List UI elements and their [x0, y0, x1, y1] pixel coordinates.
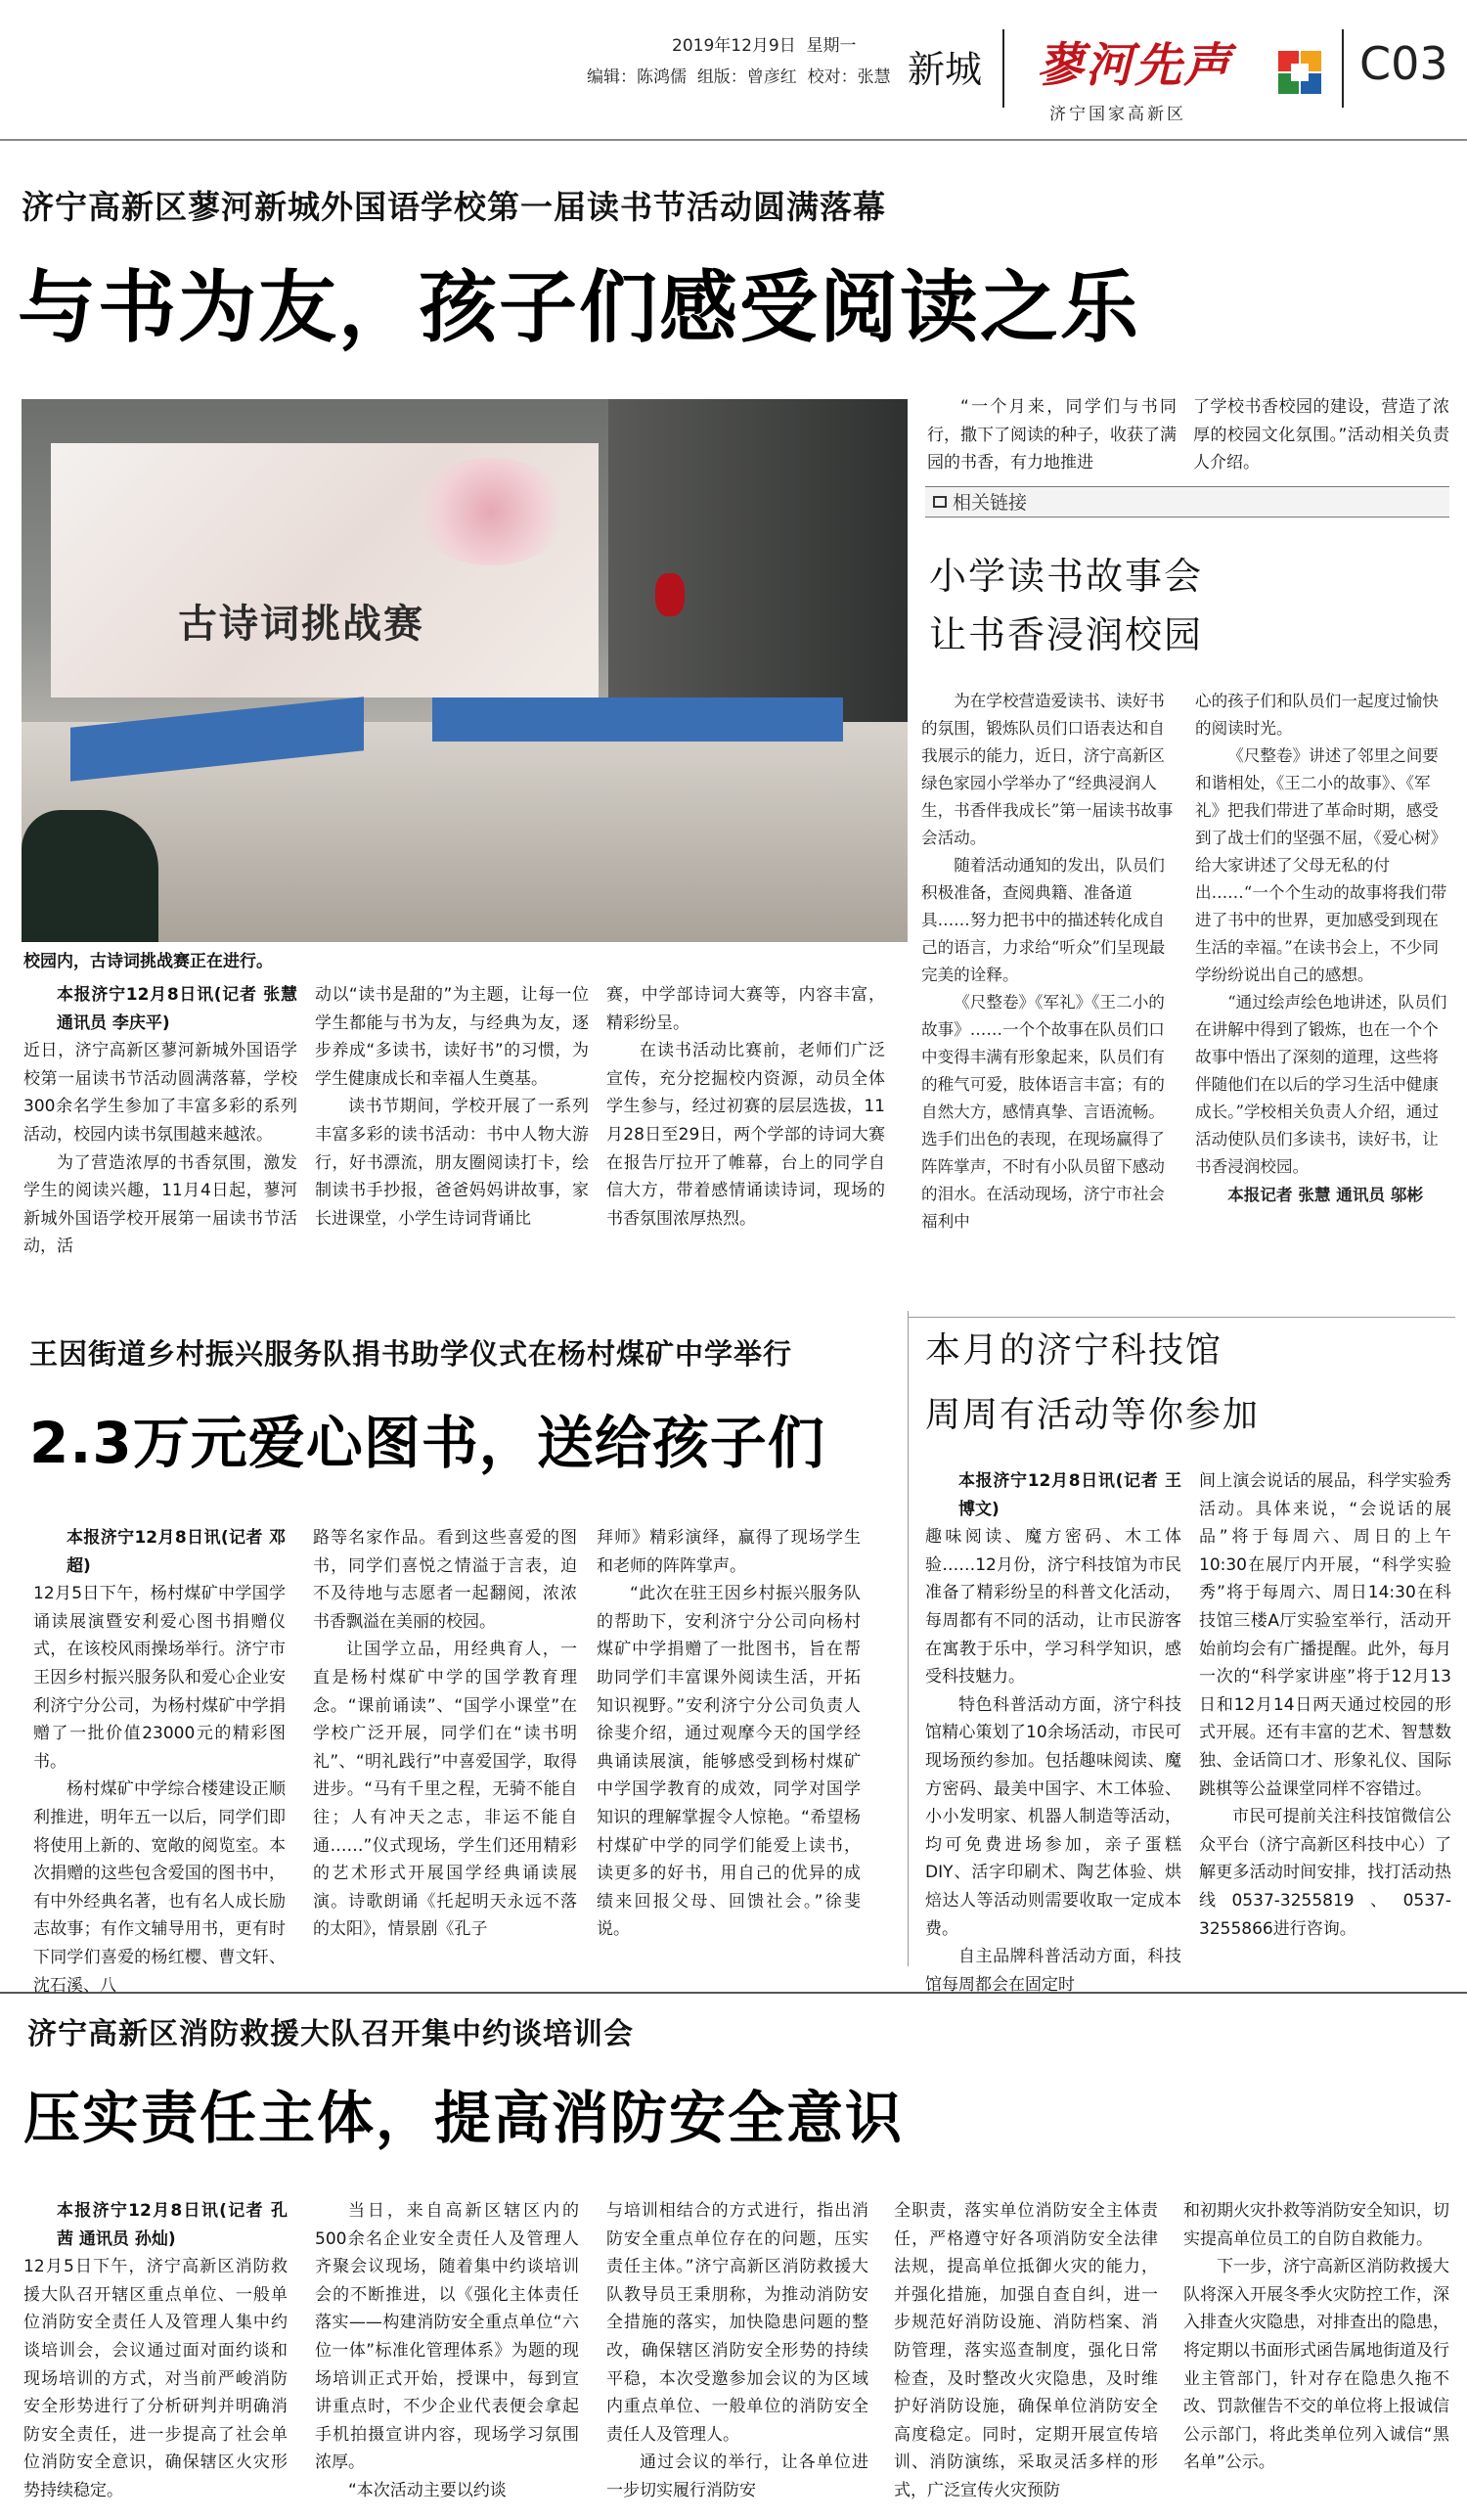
article2-para: 12月5日下午，杨村煤矿中学国学诵读展演暨安利爱心图书捐赠仪式，在该校风雨操场举行。济宁市王因乡村振兴服务队和爱心企业安利济宁分公司，为杨村煤矿中学捐赠了一批价值23000元的精彩图书。: [33, 1584, 286, 1772]
article1-para: 在读书活动比赛前，老师们广泛宣传，充分挖掘校内资源，动员全体学生参与，经过初赛的层层选拔，11月28日至29日，两个学部的诗词大赛在报告厅拉开了帷幕，台上的同学自信大方，带着感情诵读诗词，现场的书香氛围浓厚热烈。: [606, 1041, 885, 1229]
header-rule: [0, 139, 1467, 141]
article3-col2: [315, 2197, 579, 2510]
article3-para: 全职责，落实单位消防安全主体责任，严格遵守好各项消防安全法律法规，提高单位抵御火灾的能力，并强化措施，加强自查自纠，进一步规范好消防设施、消防档案、消防管理，落实巡查制度，强化日常检查，及时整改火灾隐患，及时维护好消防设施，确保单位消防安全高度稳定。同时，定期开展宣传培训、消防演练，采取灵活多样的形式，广泛宣传火灾预防: [894, 2201, 1158, 2500]
layout-credit: 组版：曾彦红: [696, 68, 797, 87]
article3-para: 通过会议的举行，让各单位进一步切实履行消防安: [606, 2452, 868, 2500]
editor-credit: 编辑：陈鸿儒: [587, 68, 687, 87]
article3-para: 与培训相结合的方式进行，指出消防安全重点单位存在的问题，压实责任主体。”济宁高新区消防救援大队教导员王秉朋称，为推动消防安全措施的落实，加快隐患问题的整改，确保辖区消防安全形势的持续平稳，本次受邀参加会议的为区域内重点单位、一般单位的消防安全责任人及管理人。: [606, 2201, 868, 2445]
sidebar2-para: 间上演会说话的展品，科学实验秀活动。具体来说，“会说话的展品”将于每周六、周日的上午10:30在展厅内开展，“科学实验秀”将于每周六、周日14:30在科技馆三楼A厅实验室举行，活动开始前均会有广播提醒。此外，每月一次的“科学家讲座”将于12月13日和12月14日两天通过校园的形式开展。还有丰富的艺术、智慧数独、金话筒口才、形象礼仪、国际跳棋等公益课堂同样不容错过。: [1199, 1471, 1451, 1799]
sidebar2-para: 自主品牌科普活动方面，科技馆每周都会在固定时: [925, 1947, 1181, 1995]
article3-subtitle: 济宁高新区消防救援大队召开集中约谈培训会: [27, 2017, 634, 2051]
article2-dateline: 本报济宁12月8日讯(记者 邓超): [67, 1528, 286, 1576]
sidebar2-colA: [925, 1467, 1181, 1995]
article1-photo: [22, 399, 908, 942]
article3-title: 压实责任主体，提高消防安全意识: [23, 2085, 905, 2151]
sidebar1-title1: 小学读书故事会: [929, 555, 1204, 598]
article3-para: 下一步，济宁高新区消防救援大队将深入开展冬季火灾防控工作，深入排查火灾隐患，对排查出的隐患，将定期以书面形式函告属地街道及行业主管部门，针对存在隐患久拖不改、罚款催告不交的单位将上报诚信公示部门，将此类单位列入诚信“黑名单”公示。: [1183, 2257, 1449, 2473]
article3-col3: [606, 2197, 868, 2510]
brand-emblem-icon: [1276, 49, 1323, 96]
article3-para: 当日，来自高新区辖区内的500余名企业安全责任人及管理人齐聚会议现场，随着集中约谈培训会的不断推进，以《强化主体责任落实——构建消防安全重点单位“六位一体”标准化管理体系》为题的现场培训正式开始，授课中，每到宣讲重点时，不少企业代表便会拿起手机拍摄宣讲内容，现场学习氛围浓厚。: [315, 2201, 579, 2473]
horizontal-separator: [908, 1317, 1455, 1318]
article1-para: 近日，济宁高新区蓼河新城外国语学校第一届读书节活动圆满落幕，学校300余名学生参加了丰富多彩的系列活动，校园内读书氛围越来越浓。: [23, 1041, 297, 1145]
header-divider: [1002, 29, 1004, 108]
article2-para: “此次在驻王因乡村振兴服务队的帮助下，安利济宁分公司向杨村煤矿中学捐赠了一批图书，旨在帮助同学们丰富课外阅读生活，开拓知识视野。”安利济宁分公司负责人徐斐介绍，通过观摩今天的国学经典诵读展演，能够感受到杨村煤矿中学国学教育的成效，同学对国学知识的理解掌握令人惊艳。“希望杨村煤矿中学的同学们能爱上读书，读更多的好书，用自己的优异的成绩来回报父母、回馈社会。”徐斐说。: [597, 1584, 861, 1940]
sidebar2-dateline: 本报济宁12月8日讯(记者 王博文): [958, 1471, 1181, 1519]
article2-para: 让国学立品，用经典育人，一直是杨村煤矿中学的国学教育理念。“课前诵读”、“国学小课堂”在学校广泛开展，同学们在“读书明礼”、“明礼践行”中喜爱国学，取得进步。“马有千里之程，无骑不能自往；人有冲天之志，非运不能自通……”仪式现场，学生们还用精彩的艺术形式开展国学经典诵读展演。诗歌朗诵《托起明天永远不落的太阳》，情景剧《孔子: [313, 1640, 577, 1940]
article3-para: “本次活动主要以约谈: [348, 2480, 507, 2500]
article2-col2: [313, 1524, 577, 1978]
sidebar1-para: 随着活动通知的发出，队员们积极准备，查阅典籍、准备道具……努力把书中的描述转化成自己的语言，力求给“听众”们呈现最完美的诠释。: [921, 856, 1166, 984]
sidebar1-para: 《尺整卷》《军礼》《王二小的故事》……一个个故事在队员们口中变得丰满有形象起来，队员们有的稚气可爱，肢体语言丰富；有的自然大方，感情真挚、言语流畅。选手们出色的表现，在现场赢得了阵阵掌声，不时有小队员留下感动的泪水。在活动现场，济宁市社会福利中: [921, 993, 1165, 1231]
sidebar2-para: 特色科普活动方面，济宁科技馆精心策划了10余场活动，市民可现场预约参加。包括趣味阅读、魔方密码、最美中国字、木工体验、小小发明家、机器人制造等活动，均可免费进场参加，亲子蛋糕DIY、活字印刷术、陶艺体验、烘焙达人等活动则需要收取一定成本费。: [925, 1694, 1181, 1939]
sidebar1-para: 《尺整卷》讲述了邻里之间要和谐相处，《王二小的故事》、《军礼》把我们带进了革命时期，感受到了战士们的坚强不屈，《爱心树》给大家讲述了父母无私的付出……“一个个生动的故事将我们带进了书中的世界，更加感受到现在生活的幸福。”在读书会上，不少同学纷纷说出自己的感想。: [1195, 746, 1447, 984]
vertical-separator: [908, 1311, 909, 1966]
article1-col4: [927, 393, 1177, 477]
sidebar1-colB: [1195, 688, 1451, 1314]
article2-para: 拜师》精彩演绎，赢得了现场学生和老师的阵阵掌声。: [597, 1528, 861, 1576]
article3-col5: [1183, 2197, 1449, 2510]
desk-row-right: [432, 698, 843, 742]
article1-col5: [1193, 393, 1449, 477]
brand-logo-text: 蓼河先声: [1037, 38, 1233, 93]
article2-title: 2.3万元爱心图书，送给孩子们: [29, 1410, 825, 1476]
article2-para: 杨村煤矿中学综合楼建设正顺利推进，明年五一以后，同学们即将使用上新的、宽敞的阅览室。本次捐赠的这些包含爱国的图书中，有中外经典名著，也有名人成长励志故事；有作文辅导用书，更有时下同学们喜爱的杨红樱、曹文轩、沈石溪、八: [33, 1779, 286, 1996]
proof-credit: 校对：张慧: [807, 68, 891, 87]
article3-col1: [23, 2197, 288, 2510]
article1-para: 赛，中学部诗词大赛等，内容丰富，精彩纷呈。: [606, 985, 885, 1033]
article1-col3: [606, 981, 885, 1292]
masthead: [0, 0, 1467, 145]
sidebar2-colB: [1199, 1467, 1451, 1978]
section-name: 新城: [908, 48, 983, 91]
date-text: 2019年12月9日: [672, 36, 796, 56]
article1-col1: [23, 981, 297, 1292]
article1-para: 了学校书香校园的建设，营造了浓厚的校园文化氛围。”活动相关负责人介绍。: [1193, 397, 1449, 473]
sidebar1-colA: [921, 688, 1178, 1314]
sidebar2-title1: 本月的济宁科技馆: [925, 1330, 1223, 1371]
brand-subtitle: 济宁国家高新区: [1049, 105, 1186, 124]
article1-para: 读书节期间，学校开展了一系列丰富多彩的读书活动：书中人物大游行，好书漂流，朋友圈阅读打卡，绘制读书手抄报，爸爸妈妈讲故事，家长进课堂，小学生诗词背诵比: [315, 1097, 589, 1229]
sidebar1-para: 为在学校营造爱读书、读好书的氛围，锻炼队员们口语表达和自我展示的能力，近日，济宁高新区绿色家园小学举办了“经典浸润人生，书香伴我成长”第一届读书故事会活动。: [921, 692, 1174, 847]
article1-subtitle: 济宁高新区蓼河新城外国语学校第一届读书节活动圆满落幕: [22, 188, 886, 226]
article1-para: 为了营造浓厚的书香氛围，激发学生的阅读兴趣，11月4日起，蓼河新城外国语学校开展第一届读书节活动，活: [23, 1152, 297, 1257]
weekday-text: 星期一: [806, 36, 857, 56]
audience-foreground: [22, 810, 158, 942]
issue-date: [672, 31, 857, 56]
article1-title: 与书为友，孩子们感受阅读之乐: [18, 262, 1140, 353]
sidebar1-para: “通过绘声绘色地讲述，队员们在讲解中得到了锻炼，也在一个个故事中悟出了深刻的道理，这些将伴随他们在以后的学习生活中健康成长。”学校相关负责人介绍，通过活动使队员们多读书，读好书，让书香浸润校园。: [1195, 993, 1447, 1176]
article3-para: 12月5日下午，济宁高新区消防救援大队召开辖区重点单位、一般单位消防安全责任人及管理人集中约谈培训会，会议通过面对面约谈和现场培训的方式，对当前严峻消防安全形势进行了分析研判并明确消防安全责任，进一步提高了社会单位消防安全意识，确保辖区火灾形势持续稳定。: [23, 2257, 288, 2500]
page-number: C03: [1359, 37, 1448, 90]
article3-dateline: 本报济宁12月8日讯(记者 孔茜 通讯员 孙灿): [57, 2201, 288, 2249]
blossom-decor: [413, 458, 569, 565]
sidebar2-title2: 周周有活动等你参加: [925, 1395, 1261, 1435]
sidebar2-para: 趣味阅读、魔方密码、木工体验……12月份，济宁科技馆为市民准备了精彩纷呈的科普文化活动，每周都有不同的活动，让市民游客在寓教于乐中，学习科学知识，感受科技魅力。: [925, 1527, 1181, 1688]
article2-para: 路等名家作品。看到这些喜爱的图书，同学们喜悦之情溢于言表，迫不及待地与志愿者一起翻阅，浓浓书香飘溢在美丽的校园。: [313, 1528, 577, 1632]
article1-para: 动以“读书是甜的”为主题，让每一位学生都能与书为友，与经典为友，逐步养成“多读书，读好书”的习惯，为学生健康成长和幸福人生奠基。: [315, 985, 589, 1089]
header-divider-2: [1342, 29, 1344, 108]
related-links-tag: [925, 486, 1449, 518]
sidebar2-para: 市民可提前关注科技馆微信公众平台（济宁高新区科技中心）了解更多活动时间安排，找打活动热线0537-3255819、0537-3255866进行咨询。: [1199, 1807, 1451, 1939]
article2-subtitle: 王因街道乡村振兴服务队捐书助学仪式在杨村煤矿中学举行: [29, 1337, 793, 1371]
lantern-icon: [655, 573, 685, 616]
article1-col2: [315, 981, 589, 1292]
article2-col1: [33, 1524, 286, 1996]
article2-col3: [597, 1524, 861, 1978]
staff-credits: [587, 63, 891, 87]
sidebar1-byline: 本报记者 张慧 通讯员 邬彬: [1227, 1185, 1424, 1204]
article3-col4: [894, 2197, 1158, 2510]
article3-para: 和初期火灾扑救等消防安全知识，切实提高单位员工的自防自救能力。: [1183, 2201, 1449, 2249]
sidebar1-para: 心的孩子们和队员们一起度过愉快的阅读时光。: [1195, 692, 1439, 738]
article1-dateline: 本报济宁12月8日讯(记者 张慧 通讯员 李庆平): [57, 985, 297, 1033]
article1-para: “一个月来，同学们与书同行，撒下了阅读的种子，收获了满园的书香，有力地推进: [927, 397, 1177, 473]
tag-box-icon: [933, 496, 947, 508]
photo-caption: 校园内，古诗词挑战赛正在进行。: [23, 952, 273, 971]
sidebar1-title2: 让书香浸润校园: [929, 613, 1204, 656]
contest-banner-text: 古诗词挑战赛: [178, 602, 424, 647]
related-links-label: 相关链接: [953, 492, 1028, 514]
